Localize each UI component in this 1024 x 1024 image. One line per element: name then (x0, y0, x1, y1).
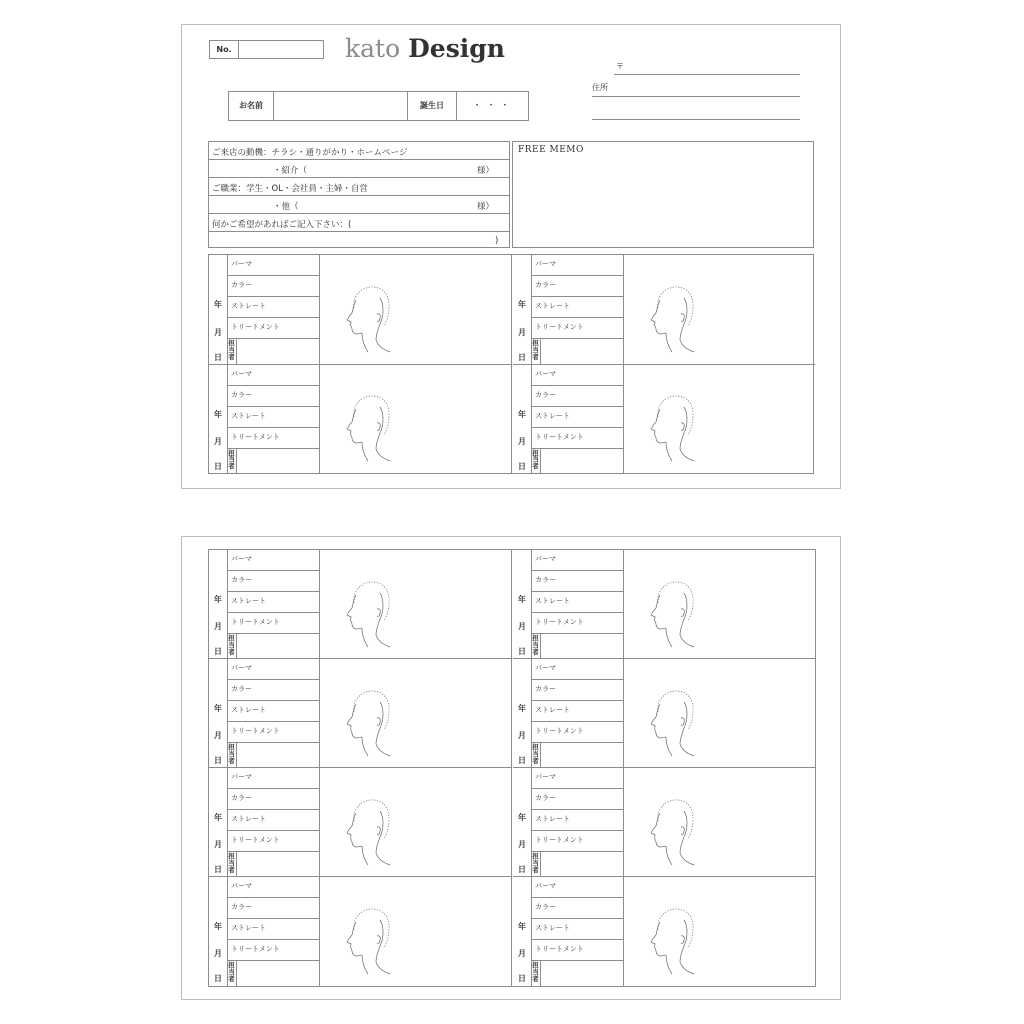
occupation-line: ご職業：学生・OL・会社員・主婦・自営 (212, 184, 368, 194)
record-staff-field[interactable] (531, 852, 623, 877)
record-menu-item[interactable]: パーマ (531, 255, 623, 276)
record-menu-column (531, 877, 624, 986)
record-date-month: 月 (518, 840, 526, 850)
record-date-day: 日 (214, 974, 222, 984)
birthday-dots: ・ ・ ・ (472, 101, 511, 111)
head-profile-icon (340, 395, 400, 473)
record-menu-item[interactable]: カラー (531, 571, 623, 592)
record-menu-item[interactable]: パーマ (531, 365, 623, 386)
record-menu-item[interactable]: ストレート (227, 297, 319, 318)
treatment-record (513, 768, 815, 877)
customer-number-field[interactable] (209, 40, 324, 59)
record-menu-column (531, 550, 624, 658)
record-staff-field[interactable] (227, 961, 319, 986)
record-date-column[interactable] (513, 550, 532, 658)
treatment-record (209, 877, 511, 986)
record-staff-label: 担 当 者 (531, 961, 541, 986)
head-profile-icon (340, 908, 400, 986)
record-date-month: 月 (214, 731, 222, 741)
record-menu-item[interactable]: パーマ (227, 550, 319, 571)
other-prefix: ・他（ (273, 202, 299, 212)
record-menu-item[interactable]: トリートメント (227, 428, 319, 449)
record-menu-item[interactable]: トリートメント (531, 428, 623, 449)
record-date-year: 年 (518, 704, 526, 714)
head-profile-icon (340, 799, 400, 877)
record-menu-column (227, 659, 320, 767)
record-date-year: 年 (214, 409, 222, 419)
record-date-day: 日 (214, 352, 222, 362)
record-staff-field[interactable] (227, 634, 319, 659)
name-birthday-field[interactable] (228, 91, 529, 121)
record-date-month: 月 (214, 840, 222, 850)
record-date-month: 月 (214, 327, 222, 337)
card-front (181, 24, 841, 489)
record-grid-front (208, 254, 814, 474)
brand-logo-light: kato (345, 34, 401, 63)
record-date-column[interactable] (513, 768, 532, 876)
record-menu-item[interactable]: ストレート (531, 592, 623, 613)
record-date-day: 日 (518, 974, 526, 984)
record-menu-item[interactable]: パーマ (227, 659, 319, 680)
record-date-column[interactable] (209, 365, 228, 475)
request-close: ) (495, 236, 499, 246)
record-menu-column (531, 365, 624, 475)
record-date-column[interactable] (209, 768, 228, 876)
record-menu-item[interactable]: カラー (227, 789, 319, 810)
record-menu-item[interactable]: カラー (531, 386, 623, 407)
record-staff-label: 担 当 者 (531, 449, 541, 475)
record-date-day: 日 (214, 462, 222, 472)
record-date-column[interactable] (209, 659, 228, 767)
record-menu-item[interactable]: パーマ (531, 550, 623, 571)
record-staff-field[interactable] (227, 743, 319, 768)
head-profile-icon (644, 581, 704, 659)
record-menu-item[interactable]: パーマ (531, 877, 623, 898)
record-date-year: 年 (518, 595, 526, 605)
record-date-month: 月 (518, 437, 526, 447)
record-date-day: 日 (518, 462, 526, 472)
record-menu-item[interactable]: トリートメント (531, 722, 623, 743)
record-menu-item[interactable]: ストレート (227, 919, 319, 940)
record-menu-item[interactable]: ストレート (531, 810, 623, 831)
brand-logo-bold: Design (408, 34, 505, 63)
record-staff-label: 担 当 者 (227, 743, 237, 768)
card-back (181, 536, 841, 1000)
record-date-year: 年 (214, 595, 222, 605)
record-date-day: 日 (518, 865, 526, 875)
record-menu-column (227, 255, 320, 364)
record-date-day: 日 (214, 756, 222, 766)
treatment-record (209, 550, 511, 659)
record-menu-item[interactable]: ストレート (227, 592, 319, 613)
head-profile-icon (644, 286, 704, 364)
treatment-record (209, 659, 511, 768)
postal-code-line[interactable] (614, 74, 800, 75)
head-profile-icon (340, 286, 400, 364)
record-grid-back (208, 549, 816, 987)
record-menu-item[interactable]: トリートメント (531, 831, 623, 852)
record-menu-item[interactable]: カラー (227, 571, 319, 592)
record-menu-column (227, 768, 320, 876)
record-menu-item[interactable]: パーマ (227, 365, 319, 386)
address-line-2[interactable] (592, 119, 800, 120)
record-date-column[interactable] (513, 365, 532, 475)
record-date-year: 年 (518, 813, 526, 823)
record-menu-item[interactable]: パーマ (531, 768, 623, 789)
record-staff-field[interactable] (227, 449, 319, 475)
record-staff-label: 担 当 者 (227, 961, 237, 986)
record-menu-column (227, 877, 320, 986)
record-date-year: 年 (214, 813, 222, 823)
record-staff-field[interactable] (531, 634, 623, 659)
head-profile-icon (340, 581, 400, 659)
record-staff-label: 担 当 者 (227, 339, 237, 365)
record-menu-item[interactable]: パーマ (531, 659, 623, 680)
record-menu-item[interactable]: トリートメント (227, 831, 319, 852)
record-date-month: 月 (518, 622, 526, 632)
record-staff-label: 担 当 者 (227, 449, 237, 475)
record-date-month: 月 (518, 949, 526, 959)
record-staff-field[interactable] (227, 852, 319, 877)
record-menu-item[interactable]: トリートメント (227, 613, 319, 634)
record-date-month: 月 (518, 327, 526, 337)
record-date-day: 日 (518, 756, 526, 766)
record-date-day: 日 (518, 647, 526, 657)
brand-logo (345, 34, 505, 63)
record-menu-item[interactable]: トリートメント (227, 722, 319, 743)
customer-number-label: No. (210, 41, 239, 58)
record-date-month: 月 (518, 731, 526, 741)
record-date-year: 年 (214, 704, 222, 714)
record-menu-item[interactable]: ストレート (227, 407, 319, 428)
record-menu-item[interactable]: パーマ (227, 255, 319, 276)
record-date-day: 日 (214, 647, 222, 657)
treatment-record (513, 877, 815, 986)
record-menu-item[interactable]: ストレート (531, 407, 623, 428)
record-date-year: 年 (518, 922, 526, 932)
record-menu-item[interactable]: カラー (227, 898, 319, 919)
head-profile-icon (644, 395, 704, 473)
record-menu-column (227, 365, 320, 475)
record-menu-item[interactable]: トリートメント (531, 318, 623, 339)
questionnaire-box (208, 141, 510, 248)
record-menu-item[interactable]: ストレート (227, 701, 319, 722)
record-date-column[interactable] (513, 659, 532, 767)
treatment-record (209, 768, 511, 877)
name-label: お名前 (229, 92, 274, 120)
free-memo-label: FREE MEMO (518, 145, 584, 155)
record-date-year: 年 (518, 409, 526, 419)
record-staff-field[interactable] (531, 339, 623, 365)
treatment-record (513, 550, 815, 659)
referral-suffix: 様） (477, 166, 495, 176)
record-menu-item[interactable]: カラー (531, 680, 623, 701)
postal-mark: 〒 (616, 62, 624, 71)
record-menu-item[interactable]: カラー (531, 898, 623, 919)
head-profile-icon (644, 799, 704, 877)
record-date-day: 日 (518, 352, 526, 362)
record-menu-item[interactable]: カラー (227, 276, 319, 297)
treatment-record (209, 365, 511, 475)
record-menu-item[interactable]: トリートメント (227, 318, 319, 339)
record-date-month: 月 (214, 622, 222, 632)
address-label: 住所 (592, 83, 608, 92)
referral-prefix: ・紹介（ (273, 166, 308, 176)
record-staff-label: 担 当 者 (531, 743, 541, 768)
record-date-year: 年 (214, 922, 222, 932)
record-staff-label: 担 当 者 (531, 852, 541, 877)
record-staff-field[interactable] (531, 961, 623, 986)
record-staff-label: 担 当 者 (531, 339, 541, 365)
treatment-record (513, 365, 815, 475)
record-date-column[interactable] (513, 877, 532, 986)
record-menu-item[interactable]: トリートメント (227, 940, 319, 961)
head-profile-icon (644, 690, 704, 768)
treatment-record (513, 255, 815, 365)
other-suffix: 様） (477, 202, 495, 212)
record-menu-item[interactable]: カラー (227, 680, 319, 701)
record-menu-item[interactable]: ストレート (531, 919, 623, 940)
record-date-column[interactable] (209, 877, 228, 986)
record-menu-item[interactable]: トリートメント (531, 613, 623, 634)
head-profile-icon (340, 690, 400, 768)
record-date-day: 日 (214, 865, 222, 875)
record-menu-item[interactable]: カラー (227, 386, 319, 407)
grid-column-separator (511, 550, 512, 986)
record-staff-label: 担 当 者 (227, 634, 237, 659)
record-menu-column (531, 768, 624, 876)
record-staff-label: 担 当 者 (531, 634, 541, 659)
record-date-column[interactable] (513, 255, 532, 364)
record-date-year: 年 (518, 300, 526, 310)
record-menu-item[interactable]: ストレート (227, 810, 319, 831)
record-menu-item[interactable]: パーマ (227, 877, 319, 898)
address-line-1[interactable] (592, 96, 800, 97)
record-menu-item[interactable]: ストレート (531, 701, 623, 722)
head-profile-icon (644, 908, 704, 986)
record-menu-item[interactable]: トリートメント (531, 940, 623, 961)
visit-reason-line: ご来店の動機：チラシ・通りがかり・ホームページ (212, 148, 408, 158)
request-line: 何かご希望があればご記入下さい：( (212, 220, 352, 230)
record-date-column[interactable] (209, 255, 228, 364)
record-date-month: 月 (214, 949, 222, 959)
record-staff-label: 担 当 者 (227, 852, 237, 877)
record-date-month: 月 (214, 437, 222, 447)
grid-column-separator (511, 255, 512, 473)
treatment-record (513, 659, 815, 768)
record-staff-field[interactable] (531, 449, 623, 475)
record-date-year: 年 (214, 300, 222, 310)
record-staff-field[interactable] (227, 339, 319, 365)
record-staff-field[interactable] (531, 743, 623, 768)
treatment-record (209, 255, 511, 365)
record-menu-item[interactable]: ストレート (531, 297, 623, 318)
record-menu-column (531, 255, 624, 364)
record-menu-item[interactable]: カラー (531, 276, 623, 297)
free-memo-box[interactable] (512, 141, 814, 248)
birthday-label: 誕生日 (407, 92, 457, 120)
record-date-column[interactable] (209, 550, 228, 658)
record-menu-item[interactable]: パーマ (227, 768, 319, 789)
record-menu-item[interactable]: カラー (531, 789, 623, 810)
record-menu-column (531, 659, 624, 767)
record-menu-column (227, 550, 320, 658)
